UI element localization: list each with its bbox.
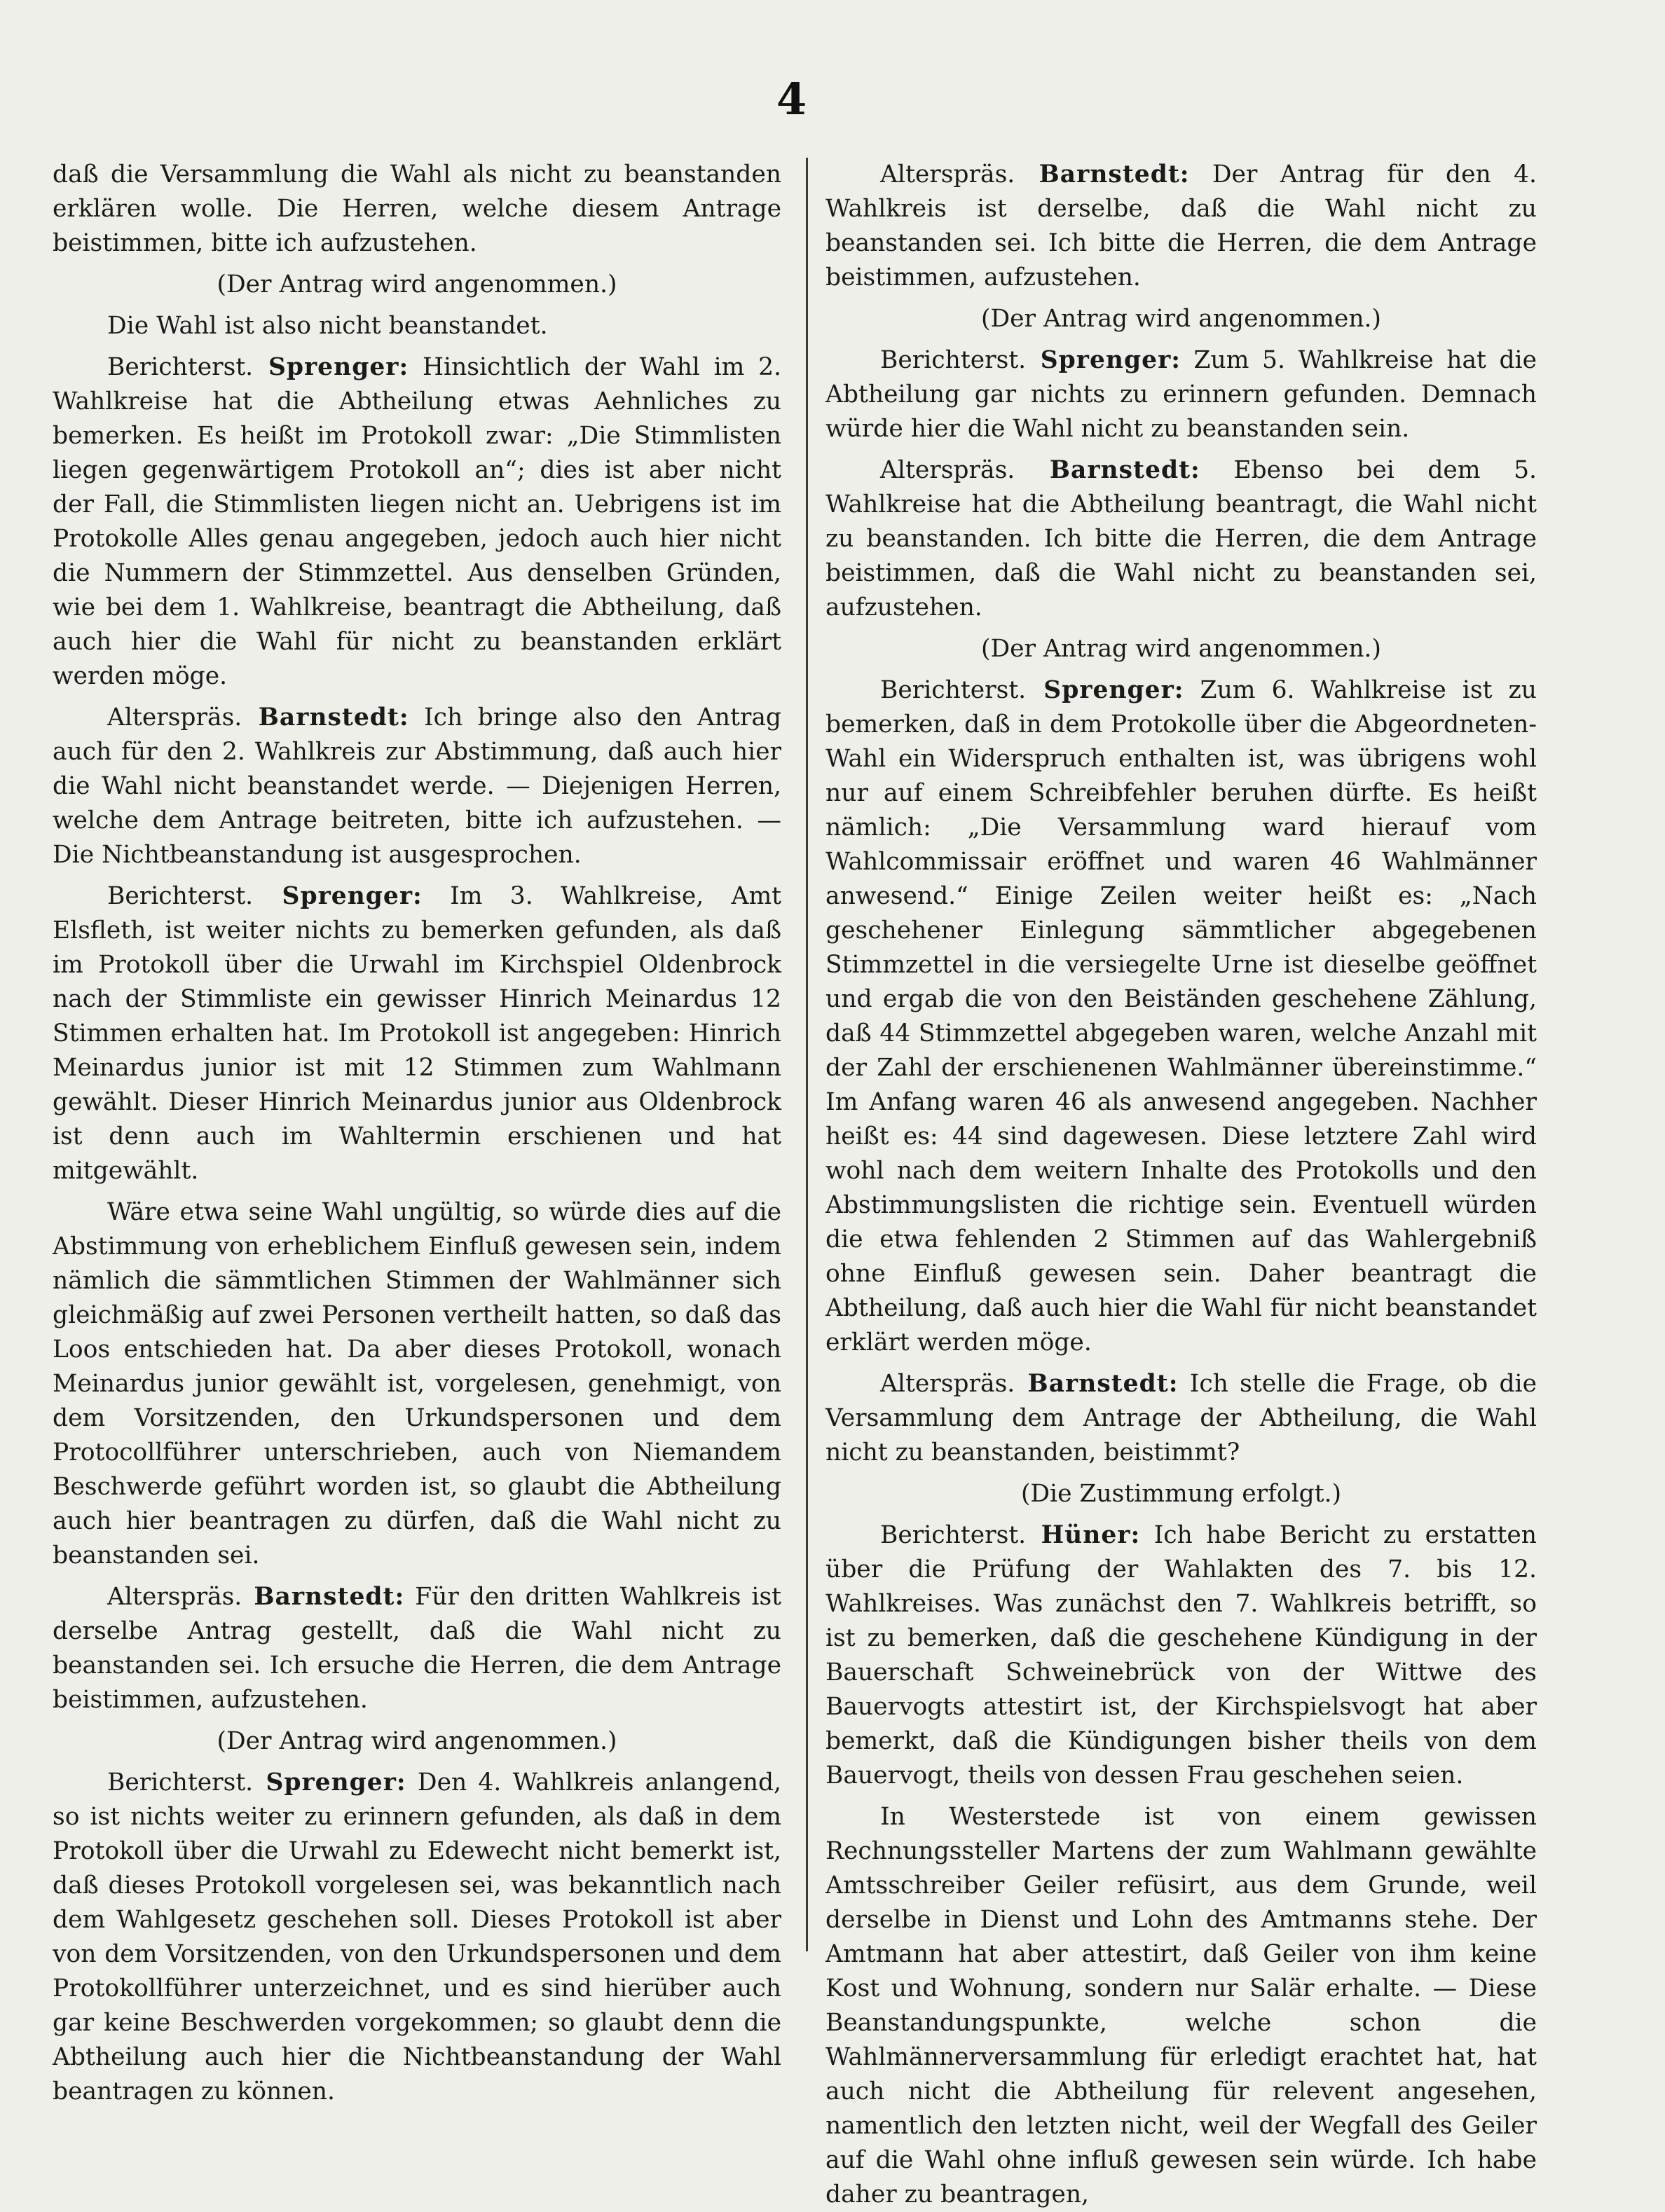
speech-paragraph: [53, 1766, 781, 2109]
speaker-name: Barnstedt:: [254, 1583, 405, 1611]
speaker-label: [880, 160, 1190, 188]
paragraph-text: Ich stelle die Frage, ob die Versammlung dem Antrage der Abtheilung, die Wahl nicht zu beanstanden, beistimmt?: [825, 1370, 1537, 1466]
speaker-role: Alterspräs.: [880, 1370, 1015, 1398]
speaker-role: Alterspräs.: [107, 703, 242, 731]
vote-result-note: (Der Antrag wird angenommen.): [981, 635, 1381, 663]
speaker-role: Berichterst.: [107, 353, 254, 381]
speaker-label: [880, 346, 1181, 374]
text-paragraph: [825, 1800, 1537, 2212]
speech-paragraph: [53, 879, 781, 1188]
speaker-label: [107, 1768, 406, 1797]
paragraph-text: Die Wahl ist also nicht beanstandet.: [107, 312, 548, 340]
right-column: [825, 158, 1537, 2208]
speaker-name: Barnstedt:: [1027, 1370, 1179, 1398]
speaker-label: [107, 703, 409, 731]
vote-result-note: (Die Zustimmung erfolgt.): [1020, 1480, 1342, 1508]
vote-result-note: (Der Antrag wird angenommen.): [217, 270, 617, 298]
speaker-name: Sprenger:: [282, 882, 423, 910]
text-paragraph: [53, 309, 781, 343]
paragraph-text: Den 4. Wahlkreis anlangend, so ist nichts weiter zu erinnern gefunden, als daß in dem Protokoll über die Urwahl zu Edewecht nicht bemerkt ist, daß dieses Protokoll vorgelesen sei, was bekanntlich nach dem Wahlgesetz geschehen soll. Dieses Protokoll ist aber von dem Vorsitzenden, von den Urkundspersonen und dem Protokollführer unterzeichnet, und es sind hierüber auch gar keine Beschwerden vorgekommen; so glaubt denn die Abtheilung auch hier die Nichtbeanstandung der Wahl beantragen zu können.: [53, 1768, 782, 2105]
vote-result-note: (Der Antrag wird angenommen.): [217, 1727, 617, 1755]
speaker-label: [880, 1521, 1140, 1549]
left-column: [53, 158, 781, 2113]
speaker-label: [880, 456, 1200, 484]
speaker-role: Berichterst.: [107, 882, 254, 910]
paragraph-text: Zum 5. Wahlkreise hat die Abtheilung gar nichts zu erinnern gefunden. Demnach würde hier die Wahl nicht zu beanstanden sein.: [825, 346, 1537, 443]
paragraph-text: Hinsichtlich der Wahl im 2. Wahlkreise hat die Abtheilung etwas Aehnliches zu bemerken. Es heißt im Protokoll zwar: „Die Stimmlisten liegen gegenwärtigem Protokoll an“; dies ist aber nicht der Fall, die Stimmlisten liegen nicht an. Uebrigens ist im Protokolle Alles genau angegeben, jedoch auch hier nicht die Nummern der Stimmzettel. Aus denselben Gründen, wie bei dem 1. Wahlkreise, beantragt die Abtheilung, daß auch hier die Wahl für nicht zu beanstanden erklärt werden möge.: [53, 353, 782, 690]
speaker-name: Sprenger:: [266, 1768, 406, 1797]
paragraph-text: Ich bringe also den Antrag auch für den 2. Wahlkreis zur Abstimmung, daß auch hier die Wahl nicht beanstandet werde. — Diejenigen Herren, welche dem Antrage beitreten, bitte ich aufzustehen. — Die Nichtbeanstandung ist ausgesprochen.: [53, 703, 782, 869]
speech-paragraph: [53, 350, 781, 694]
paragraph-text: Zum 6. Wahlkreise ist zu bemerken, daß in dem Protokolle über die Abgeordneten-Wahl ein Widerspruch enthalten ist, was übrigens wohl nur auf einem Schreibfehler beruhen dürfte. Es heißt nämlich: „Die Versammlung ward hierauf vom Wahlcommissair eröffnet und waren 46 Wahlmänner anwesend.“ Einige Zeilen weiter heißt es: „Nach geschehener Einlegung sämmtlicher abgegebenen Stimmzettel in die versiegelte Urne ist dieselbe geöffnet und ergab die von den Beiständen geschehene Zählung, daß 44 Stimmzettel abgegeben waren, welche Anzahl mit der Zahl der erschienenen Wahlmänner übereinstimme.“ Im Anfang waren 46 als anwesend angegeben. Nachher heißt es: 44 sind dagewesen. Diese letztere Zahl wird wohl nach dem weitern Inhalte des Protokolls und den Abstimmungslisten die richtige sein. Eventuell würden die etwa fehlenden 2 Stimmen auf das Wahlergebniß ohne Einfluß gewesen sein. Daher beantragt die Abtheilung, daß auch hier die Wahl für nicht beanstandet erklärt werden möge.: [825, 676, 1537, 1356]
paragraph-text: daß die Versammlung die Wahl als nicht zu beanstanden erklären wolle. Die Herren, welche diesem Antrage beistimmen, bitte ich aufzustehen.: [53, 160, 781, 257]
speaker-label: [107, 353, 409, 381]
paragraph-text: Wäre etwa seine Wahl ungültig, so würde dies auf die Abstimmung von erheblichem Einfluß gewesen sein, indem nämlich die sämmtlichen Stimmen der Wahlmänner sich gleichmäßig auf zwei Personen vertheilt hatten, so daß das Loos entschieden hat. Da aber dieses Protokoll, wonach Meinardus junior gewählt ist, vorgelesen, genehmigt, von dem Vorsitzenden, den Urkundspersonen und dem Protocollführer unterschrieben, auch von Niemandem Beschwerde geführt worden ist, so glaubt die Abtheilung auch hier beantragen zu dürfen, daß die Wahl nicht zu beanstanden sei.: [53, 1198, 781, 1569]
speaker-role: Alterspräs.: [880, 160, 1015, 188]
speaker-label: [880, 676, 1184, 704]
vote-result-note: (Der Antrag wird angenommen.): [981, 305, 1381, 333]
speech-paragraph: [825, 158, 1537, 295]
speaker-name: Sprenger:: [1040, 346, 1181, 374]
paragraph-text: Ich habe Bericht zu erstatten über die Prüfung der Wahlakten des 7. bis 12. Wahlkreises. Was zunächst den 7. Wahlkreis betrifft, so ist zu bemerken, daß die geschehene Kündigung in der Bauerschaft Schweinebrück von der Wittwe des Bauervogts attestirt ist, der Kirchspielsvogt hat aber bemerkt, daß die Kündigungen bisher theils von dem Bauervogt, theils von dessen Frau geschehen seien.: [825, 1521, 1537, 1789]
paragraph-text: Ebenso bei dem 5. Wahlkreise hat die Abtheilung beantragt, die Wahl nicht zu beanstanden. Ich bitte die Herren, die dem Antrage beistimmen, daß die Wahl nicht zu beanstanden sei, aufzustehen.: [825, 456, 1537, 621]
column-divider: [806, 158, 808, 1951]
speaker-label: [880, 1370, 1178, 1398]
speech-paragraph: [825, 453, 1537, 625]
speaker-name: Sprenger:: [268, 353, 409, 381]
text-paragraph: [53, 158, 781, 261]
speaker-role: Alterspräs.: [880, 456, 1015, 484]
speaker-role: Alterspräs.: [107, 1583, 242, 1611]
paragraph-text: Im 3. Wahlkreise, Amt Elsfleth, ist weiter nichts zu bemerken gefunden, als daß im Protokoll über die Urwahl im Kirchspiel Oldenbrock nach der Stimmliste ein gewisser Hinrich Meinardus 12 Stimmen erhalten hat. Im Protokoll ist angegeben: Hinrich Meinardus junior ist mit 12 Stimmen zum Wahlmann gewählt. Dieser Hinrich Meinardus junior aus Oldenbrock ist denn auch im Wahltermin erschienen und hat mitgewählt.: [53, 882, 782, 1185]
paragraph-text: In Westerstede ist von einem gewissen Rechnungssteller Martens der zum Wahlmann gewählte Amtsschreiber Geiler refüsirt, aus dem Grunde, weil derselbe in Dienst und Lohn des Amtmanns stehe. Der Amtmann hat aber attestirt, daß Geiler von ihm keine Kost und Wohnung, sondern nur Salär erhalte. — Diese Beanstandungspunkte, welche schon die Wahlmännerversammlung für erledigt erachtet hat, hat auch nicht die Abtheilung für relevent angesehen, namentlich den letzten nicht, weil der Wegfall des Geiler auf die Wahl ohne influß gewesen sein würde. Ich habe daher zu beantragen,: [825, 1803, 1537, 2208]
speaker-role: Berichterst.: [880, 346, 1027, 374]
speech-paragraph: [825, 343, 1537, 446]
speech-paragraph: [825, 1518, 1537, 1793]
speaker-label: [107, 882, 423, 910]
speech-paragraph: [53, 701, 781, 872]
paragraph-text: Der Antrag für den 4. Wahlkreis ist derselbe, daß die Wahl nicht zu beanstanden sei. Ich bitte die Herren, die dem Antrage beistimmen, aufzustehen.: [825, 160, 1537, 291]
speech-paragraph: [53, 1580, 781, 1717]
paragraph-text: Für den dritten Wahlkreis ist derselbe Antrag gestellt, daß die Wahl nicht zu beanstanden sei. Ich ersuche die Herren, die dem Antrage beistimmen, aufzustehen.: [53, 1583, 782, 1714]
speaker-role: Berichterst.: [880, 1521, 1027, 1549]
speaker-name: Barnstedt:: [1049, 456, 1200, 484]
speaker-name: Sprenger:: [1043, 676, 1184, 704]
speaker-label: [107, 1583, 404, 1611]
speaker-name: Hüner:: [1041, 1521, 1141, 1549]
speaker-name: Barnstedt:: [258, 703, 409, 731]
speech-paragraph: [825, 673, 1537, 1360]
speaker-name: Barnstedt:: [1039, 160, 1190, 188]
speaker-role: Berichterst.: [880, 676, 1027, 704]
speaker-role: Berichterst.: [107, 1768, 254, 1797]
text-paragraph: [53, 1195, 781, 1573]
page-number: 4: [776, 74, 807, 125]
speech-paragraph: [825, 1367, 1537, 1470]
